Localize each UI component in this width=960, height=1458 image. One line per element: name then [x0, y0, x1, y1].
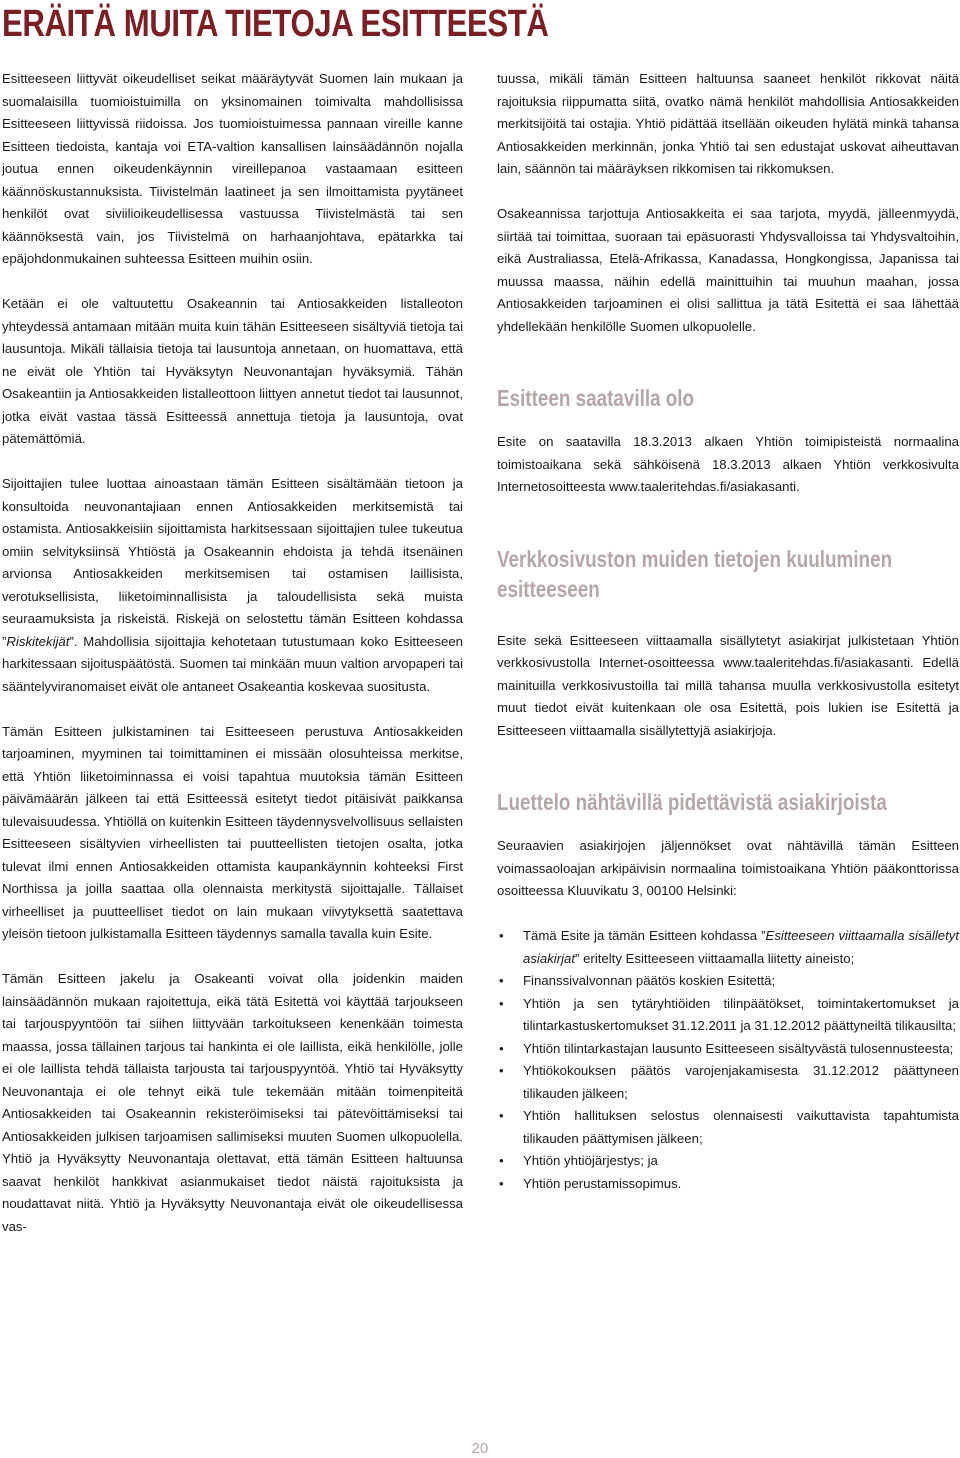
paragraph-jurisdiction: Esitteeseen liittyvät oikeudelliset seikat määräytyvät Suomen lain mukaan ja suomalaisilla tuomioistuimilla on yksinomainen toimivalta mahdollisissa Esitteeseen liittyvissä riidoissa. Jos tuomioistuimessa pannaan vireille kanne Esitteen tiedoista, kantaja voi ETA-valtion kansallisen lainsäädännön nojalla joutua ennen oikeudenkäynnin vireillepanoa vastaamaan esitteen käännöskustannuksista. Tiivistelmän laatineet ja sen ilmoittamista pyytäneet henkilöt ovat siviilioikeudellisessa vastuussa Tiivistelmästä tai sen käännöksestä vain, jos Tiivistelmä on harhaanjohtava, epätarkka tai epäjohdonmukainen suhteessa Esitteen muihin osiin. — [2, 71, 463, 266]
page-title: ERÄITÄ MUITA TIETOJA ESITTEESTÄ — [2, 3, 549, 45]
list-item: • Yhtiön ja sen tytäryhtiöiden tilinpäätökset, toimintakertomukset ja tilintarkastuskertomukset 31.12.2011 ja 31.12.2012 päättyneiltä tilikausilta; — [497, 993, 959, 1038]
incorporated-documents-reference: Esitteeseen viittaamalla sisälletyt asiakirjat — [523, 928, 960, 966]
list-item: • Finanssivalvonnan päätös koskien Esitettä; — [497, 970, 959, 993]
paragraph-investor-reliance — [2, 473, 463, 698]
list-item: • Yhtiön perustamissopimus. — [497, 1173, 959, 1196]
paragraph-text: ”. Mahdollisia sijoittajia kehotetaan tutustumaan koko Esitteeseen harkitessaan sijoituspäätöstä. Suomen tai minkään muun valtion arvopaperi tai sääntelyviranomaiset eivät ole antaneet Osakeantia koskevaa suositusta. — [2, 633, 463, 694]
documents-list — [497, 925, 959, 1195]
heading-website-information: Verkkosivuston muiden tietojen kuuluminen esitteeseen — [497, 545, 893, 602]
list-item-text: Tämä Esite ja tämän Esitteen kohdassa ” — [523, 928, 766, 943]
page-number: 20 — [471, 1440, 489, 1457]
paragraph-distribution-restrictions: Tämän Esitteen jakelu ja Osakeanti voivat olla joidenkin maiden lainsäädännön mukaan rajoitettuja, eikä tätä Esitettä voi käyttää tarjoukseen tai tarjouspyyntöön tai siihen liittyvään tarkoitukseen kenenkään toimesta maassa, jossa tällainen tarjous tai hankinta ei ole laillista, eikä henkilölle, jolle ei ole laillista tehdä tällaista tarjousta tai tarjouspyyntöä. Yhtiö tai Hyväksytty Neuvonantaja ei ole tehnyt eikä tule tekemään mitään toimenpiteitä Antiosakkeiden tai Osakeannin rekisteröimiseksi tai pätevöittämiseksi tai Antiosakkeiden julkisen tarjoamisen sallimiseksi muuten Suomen ulkopuolella. Yhtiö ja Hyväksytty Neuvonantaja olettavat, että tämän Esitteen haltuunsa saavat henkilöt hankkivat asianmukaiset tiedot näistä rajoituksista ja noudattavat niitä. Yhtiö ja Hyväksytty Neuvonantaja eivät ole oikeudellisessa vas- — [2, 971, 463, 1234]
paragraph-supplement-obligation: Tämän Esitteen julkistaminen tai Esitteeseen perustuva Antiosakkeiden tarjoaminen, myyminen tai toimittaminen ei missään olosuhteissa merkitse, että Yhtiön liiketoiminnassa ei voisi tapahtua muutoksia tämän Esitteen päivämäärän jälkeen tai että Esitteessä esitetyt tiedot pitäisivät paikkansa tulevaisuudessa. Yhtiöllä on kuitenkin Esitteen täydennysvelvollisuus sellaisten Esitteeseen sisältyvien virheellisten tai puutteellisten tietojen osalta, jotka tulevat ilmi ennen Antiosakkeiden ottamista kaupankäynnin kohteeksi First Northissa ja joilla saattaa olla olennaista merkitystä sijoittajalle. Tällaiset virheelliset ja puutteelliset tiedot on lain mukaan viivytyksettä saatettava yleisön tietoon julkistamalla Esitteen täydennys samalla tavalla kuin Esite. — [2, 723, 463, 941]
paragraph-unauthorized-information: Ketään ei ole valtuutettu Osakeannin tai Antiosakkeiden listalleoton yhteydessä antamaan mitään muita kuin tähän Esitteeseen sisältyviä tietoja tai lausuntoja. Mikäli tällaisia tietoja tai lausuntoja annetaan, on huomattava, että ne eivät ole Yhtiön tai Hyväksytyn Neuvonantajan hyväksymiä. Tähän Osakeantiin ja Antiosakkeiden listalleottoon liittyen annetut tiedot tai lausunnot, jotka eivät vastaa tässä Esitteessä annettuja tietoja ja lausuntoja, ovat pätemättömiä. — [2, 296, 463, 446]
paragraph-liability-continued: tuussa, mikäli tämän Esitteen haltuunsa saaneet henkilöt rikkovat näitä rajoituksia riippumatta siitä, ovatko nämä henkilöt mahdollisia Antiosakkeiden merkitsijöitä tai ostajia. Yhtiö pidättää itsellään oikeuden hylätä minkä tahansa Antiosakkeiden merkinnän, jonka Yhtiö tai sen edustajat uskovat aiheuttavan lain, säännön tai määräyksen rikkomisen tai rikkomuksen. — [497, 71, 959, 176]
paragraph-website: Esite sekä Esitteeseen viittaamalla sisällytetyt asiakirjat julkistetaan Yhtiön verkkosivustolla Internet-osoitteessa www.taaleritehdas.fi/asiakasanti. Edellä mainituilla verkkosivustoilla tai millä tahansa muulla verkkosivustolla esitetyt muut tiedot eivät kuitenkaan ole osa Esitettä, pois lukien ise Esitettä ja Esitteeseen viittaamalla sisällytettyjä asiakirjoja. — [497, 632, 959, 738]
right-column — [497, 68, 959, 1195]
paragraph-documents-intro: Seuraavien asiakirjojen jäljennökset ovat nähtävillä tämän Esitteen voimassaoloajan arkipäivisin normaalina toimistoaikana Yhtiön pääkonttorissa osoitteessa Kluuvikatu 3, 00100 Helsinki: — [497, 838, 959, 898]
paragraph-text: Sijoittajien tulee luottaa ainoastaan tämän Esitteen sisältämään tietoon ja konsultoida neuvonantajiaan ennen Antiosakkeiden merkitsemistä tai ostamista. Antiosakkeisiin sijoittamista harkitsessaan sijoittajien tulee tukeutua omiin selvityksiinsä Yhtiöstä ja Osakeannin ehdoista ja tehdä itsenäinen arvionsa Antiosakkeiden merkitsemisen tai ostamisen laillisista, verotuksellisista, liiketoiminnallisista ja taloudellisista sekä muista seuraamuksista ja riskeistä. Riskejä on selostettu tämän Esitteen kohdassa ” — [2, 476, 463, 649]
risk-factors-reference: Riskitekijät — [6, 633, 70, 649]
heading-documents-on-display: Luettelo nähtävillä pidettävistä asiakirjoista — [497, 789, 887, 815]
list-item: • Yhtiökokouksen päätös varojenjakamisesta 31.12.2012 päättyneen tilikauden jälkeen; — [497, 1060, 959, 1105]
left-column — [2, 68, 463, 1261]
paragraph-availability: Esite on saatavilla 18.3.2013 alkaen Yhtiön toimipisteistä normaalina toimistoaikana sekä sähköisenä 18.3.2013 alkaen Yhtiön verkkosivulta Internetosoitteesta www.taaleritehdas.fi/asiakasanti. — [497, 434, 959, 494]
list-item: • Yhtiön yhtiöjärjestys; ja — [497, 1150, 959, 1173]
list-item: • Yhtiön hallituksen selostus olennaisesti vaikuttavista tapahtumista tilikauden päättymisen jälkeen; — [497, 1105, 959, 1150]
paragraph-offering-restrictions: Osakeannissa tarjottuja Antiosakkeita ei saa tarjota, myydä, jälleenmyydä, siirtää tai toimittaa, suoraan tai epäsuorasti Yhdysvalloissa tai Yhdysvaltoihin, eikä Australiassa, Etelä-Afrikassa, Kanadassa, Hongkongissa, Japanissa tai muussa maassa, näihin edellä mainittuihin tai muuhun maahan, jossa Antiosakkeiden tarjoaminen ei olisi sallittua ja tätä Esitettä ei saa lähettää yhdellekään henkilölle Suomen ulkopuolelle. — [497, 206, 959, 334]
list-item-text: ” eritelty Esitteeseen viittaamalla liitetty aineisto; — [575, 950, 855, 966]
list-item: • Yhtiön tilintarkastajan lausunto Esitteeseen sisältyvästä tulosennusteesta; — [497, 1038, 959, 1061]
heading-prospectus-availability: Esitteen saatavilla olo — [497, 385, 695, 411]
list-item — [497, 925, 959, 970]
